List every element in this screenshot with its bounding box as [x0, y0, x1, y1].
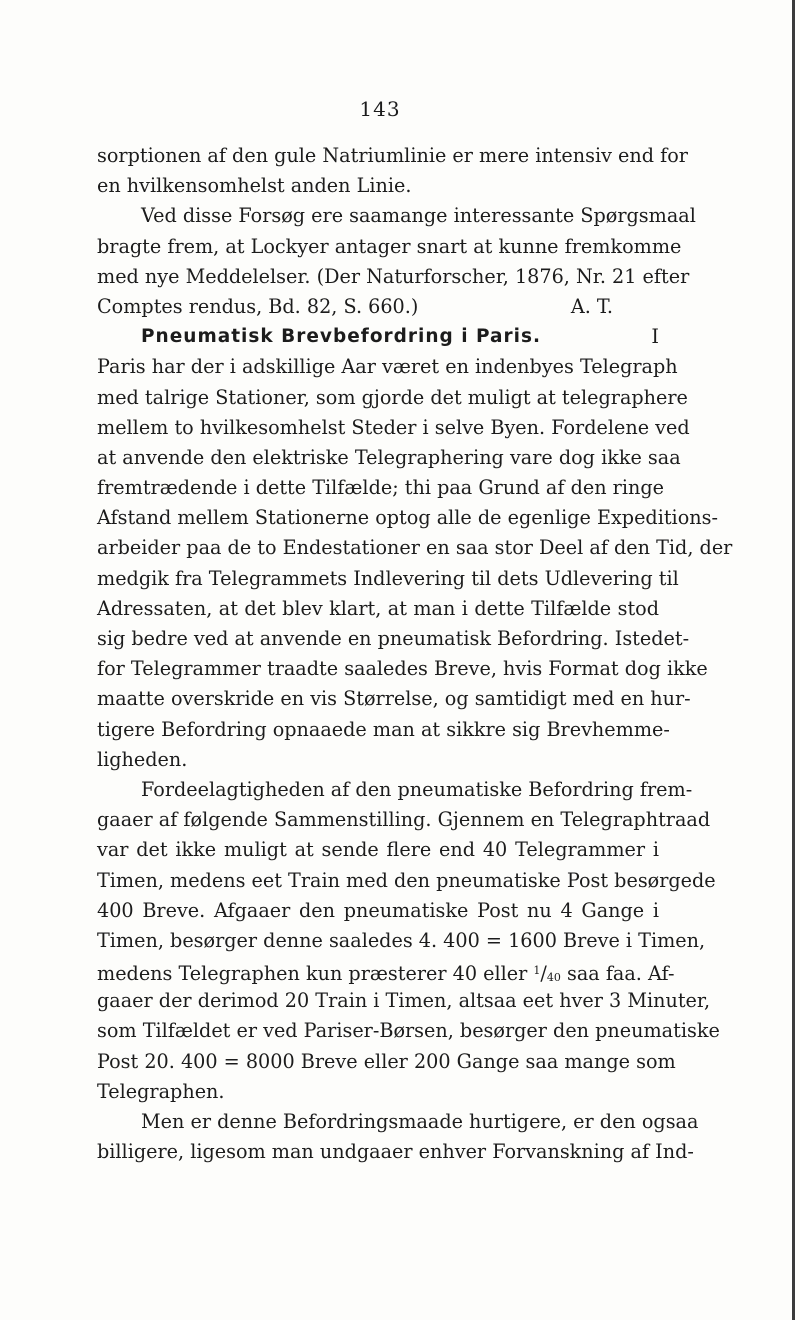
text-line: 400 Breve. Afgaaer den pneumatiske Post nu 4 Gange i — [97, 898, 659, 922]
citation-text: Comptes rendus, Bd. 82, S. 660.) — [97, 294, 419, 318]
text-line: ligheden. — [97, 747, 188, 771]
text-line: arbeider paa de to Endestationer en saa stor Deel af den Tid, der — [97, 536, 733, 560]
text-line: sorptionen af den gule Natriumlinie er mere intensiv end for — [97, 144, 688, 167]
fraction-line-after: saa faa. Af- — [567, 962, 675, 986]
text-line: sig bedre ved at anvende en pneumatisk Befordring. Istedet- — [97, 627, 690, 650]
text-line: Post 20. 400 = 8000 Breve eller 200 Gange saa mange som — [97, 1049, 676, 1073]
text-line: Afstand mellem Stationerne optog alle de egenlige Expeditions- — [97, 506, 718, 530]
text-line: Paris har der i adskillige Aar været en indenbyes Telegraph — [97, 355, 678, 379]
text-line: for Telegrammer traadte saaledes Breve, hvis Format dog ikke — [97, 657, 708, 681]
text-line: at anvende den elektriske Telegraphering vare dog ikke saa — [97, 445, 681, 469]
text-line: fremtrædende i dette Tilfælde; thi paa Grund af den ringe — [97, 476, 664, 500]
text-line: tigere Befordring opnaaede man at sikkre sig Brevhemme- — [97, 717, 670, 741]
text-line: Timen, besørger denne saaledes 4. 400 = 1600 Breve i Timen, — [97, 928, 706, 952]
text-line: med nye Meddelelser. (Der Naturforscher, 1876, Nr. 21 efter — [97, 264, 690, 288]
heading-trailing-text: I — [651, 325, 659, 349]
author-signature: A. T. — [570, 294, 613, 318]
fraction-line-before: medens Telegraphen kun præsterer 40 eller — [97, 962, 528, 986]
text-line: bragte frem, at Lockyer antager snart at kunne fremkomme — [97, 234, 682, 258]
text-line: Timen, medens eet Train med den pneumatiske Post besørgede — [97, 868, 716, 892]
text-line: gaaer af følgende Sammenstilling. Gjennem en Telegraphtraad — [97, 808, 711, 832]
text-line: maatte overskride en vis Størrelse, og samtidigt med en hur- — [97, 687, 691, 711]
text-line: medgik fra Telegrammets Indlevering til dets Udlevering til — [97, 566, 679, 590]
page-edge-shadow — [792, 0, 795, 1320]
fraction: $^1/_{40}$ — [533, 962, 561, 986]
fraction-denominator: 40 — [546, 971, 561, 985]
text-line: billigere, ligesom man undgaaer enhver Forvanskning af Ind- — [97, 1140, 694, 1164]
text-line: med talrige Stationer, som gjorde det muligt at telegraphere — [97, 385, 688, 409]
text-line: Fordeelagtigheden af den pneumatiske Befordring frem- — [141, 777, 693, 801]
article-heading-line — [97, 322, 659, 352]
text-line: var det ikke muligt at sende flere end 40 Telegrammer i — [97, 838, 659, 862]
text-body — [97, 141, 733, 1167]
text-line: Ved disse Forsøg ere saamange interessante Spørgsmaal — [141, 204, 696, 228]
text-line: Adressaten, at det blev klart, at man i dette Tilfælde stod — [97, 596, 659, 620]
text-line: en hvilkensomhelst anden Linie. — [97, 174, 412, 198]
text-line: Telegraphen. — [97, 1079, 225, 1103]
article-heading: Pneumatisk Brevbefordring i Paris. — [141, 326, 542, 348]
page-number: 143 — [359, 97, 401, 121]
text-line-with-fraction — [97, 956, 675, 986]
text-line: mellem to hvilkesomhelst Steder i selve Byen. Fordelene ved — [97, 415, 690, 439]
text-line: gaaer der derimod 20 Train i Timen, altsaa eet hver 3 Minuter, — [97, 989, 711, 1013]
text-line: som Tilfældet er ved Pariser-Børsen, besørger den pneumatiske — [97, 1019, 720, 1043]
text-line-with-signature — [97, 292, 659, 322]
fraction-numerator: 1 — [533, 964, 541, 978]
text-line: Men er denne Befordringsmaade hurtigere, er den ogsaa — [141, 1110, 699, 1133]
